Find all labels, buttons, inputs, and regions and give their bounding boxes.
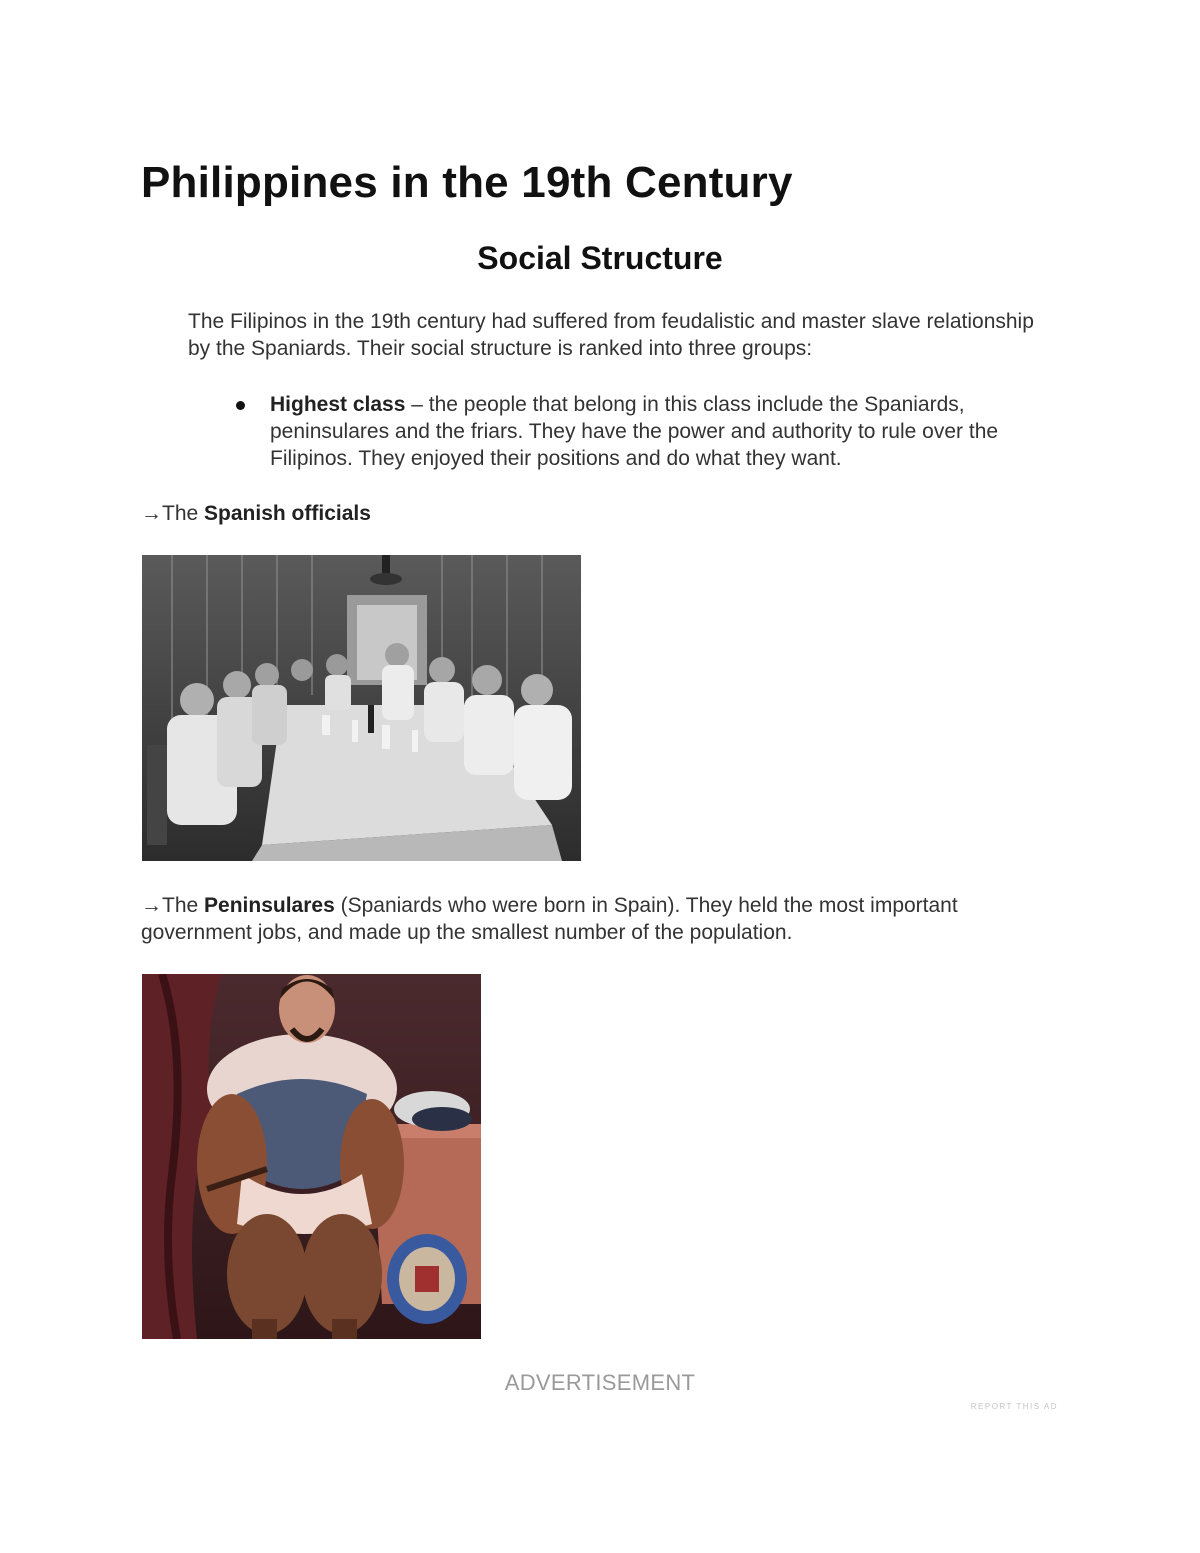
spanish-officials-photo: [142, 555, 581, 861]
bullet-term: Highest class: [270, 393, 406, 416]
paragraph-prefix: →The: [141, 894, 205, 917]
spanish-officials-caption: [141, 500, 1071, 527]
page-title: Philippines in the 19th Century: [141, 158, 793, 207]
advertisement-label: ADVERTISEMENT: [504, 1370, 696, 1395]
bullet-text: – the people that belong in this class include the Spaniards, peninsulares and the friars. They have the power and authority to rule over the Filipinos. They enjoyed their positions and do what they want.: [270, 393, 999, 470]
paragraph-term: Peninsulares: [204, 894, 335, 917]
caption-prefix: →The: [141, 502, 205, 525]
report-ad-link[interactable]: REPORT THIS AD: [970, 1402, 1058, 1411]
class-list: [230, 391, 1060, 472]
paragraph-text: (Spaniards who were born in Spain). They held the most important government jobs, and made up the smallest number of the population.: [141, 894, 958, 944]
peninsular-portrait: [142, 974, 481, 1339]
caption-term: Spanish officials: [204, 502, 371, 525]
list-item: [230, 391, 1060, 472]
bullet-icon: [236, 401, 245, 410]
intro-paragraph: The Filipinos in the 19th century had suffered from feudalistic and master slave relationship by the Spaniards. Their social structure is ranked into three groups:: [188, 310, 1034, 360]
section-heading: Social Structure: [477, 240, 723, 276]
peninsulares-paragraph: [141, 892, 1071, 946]
